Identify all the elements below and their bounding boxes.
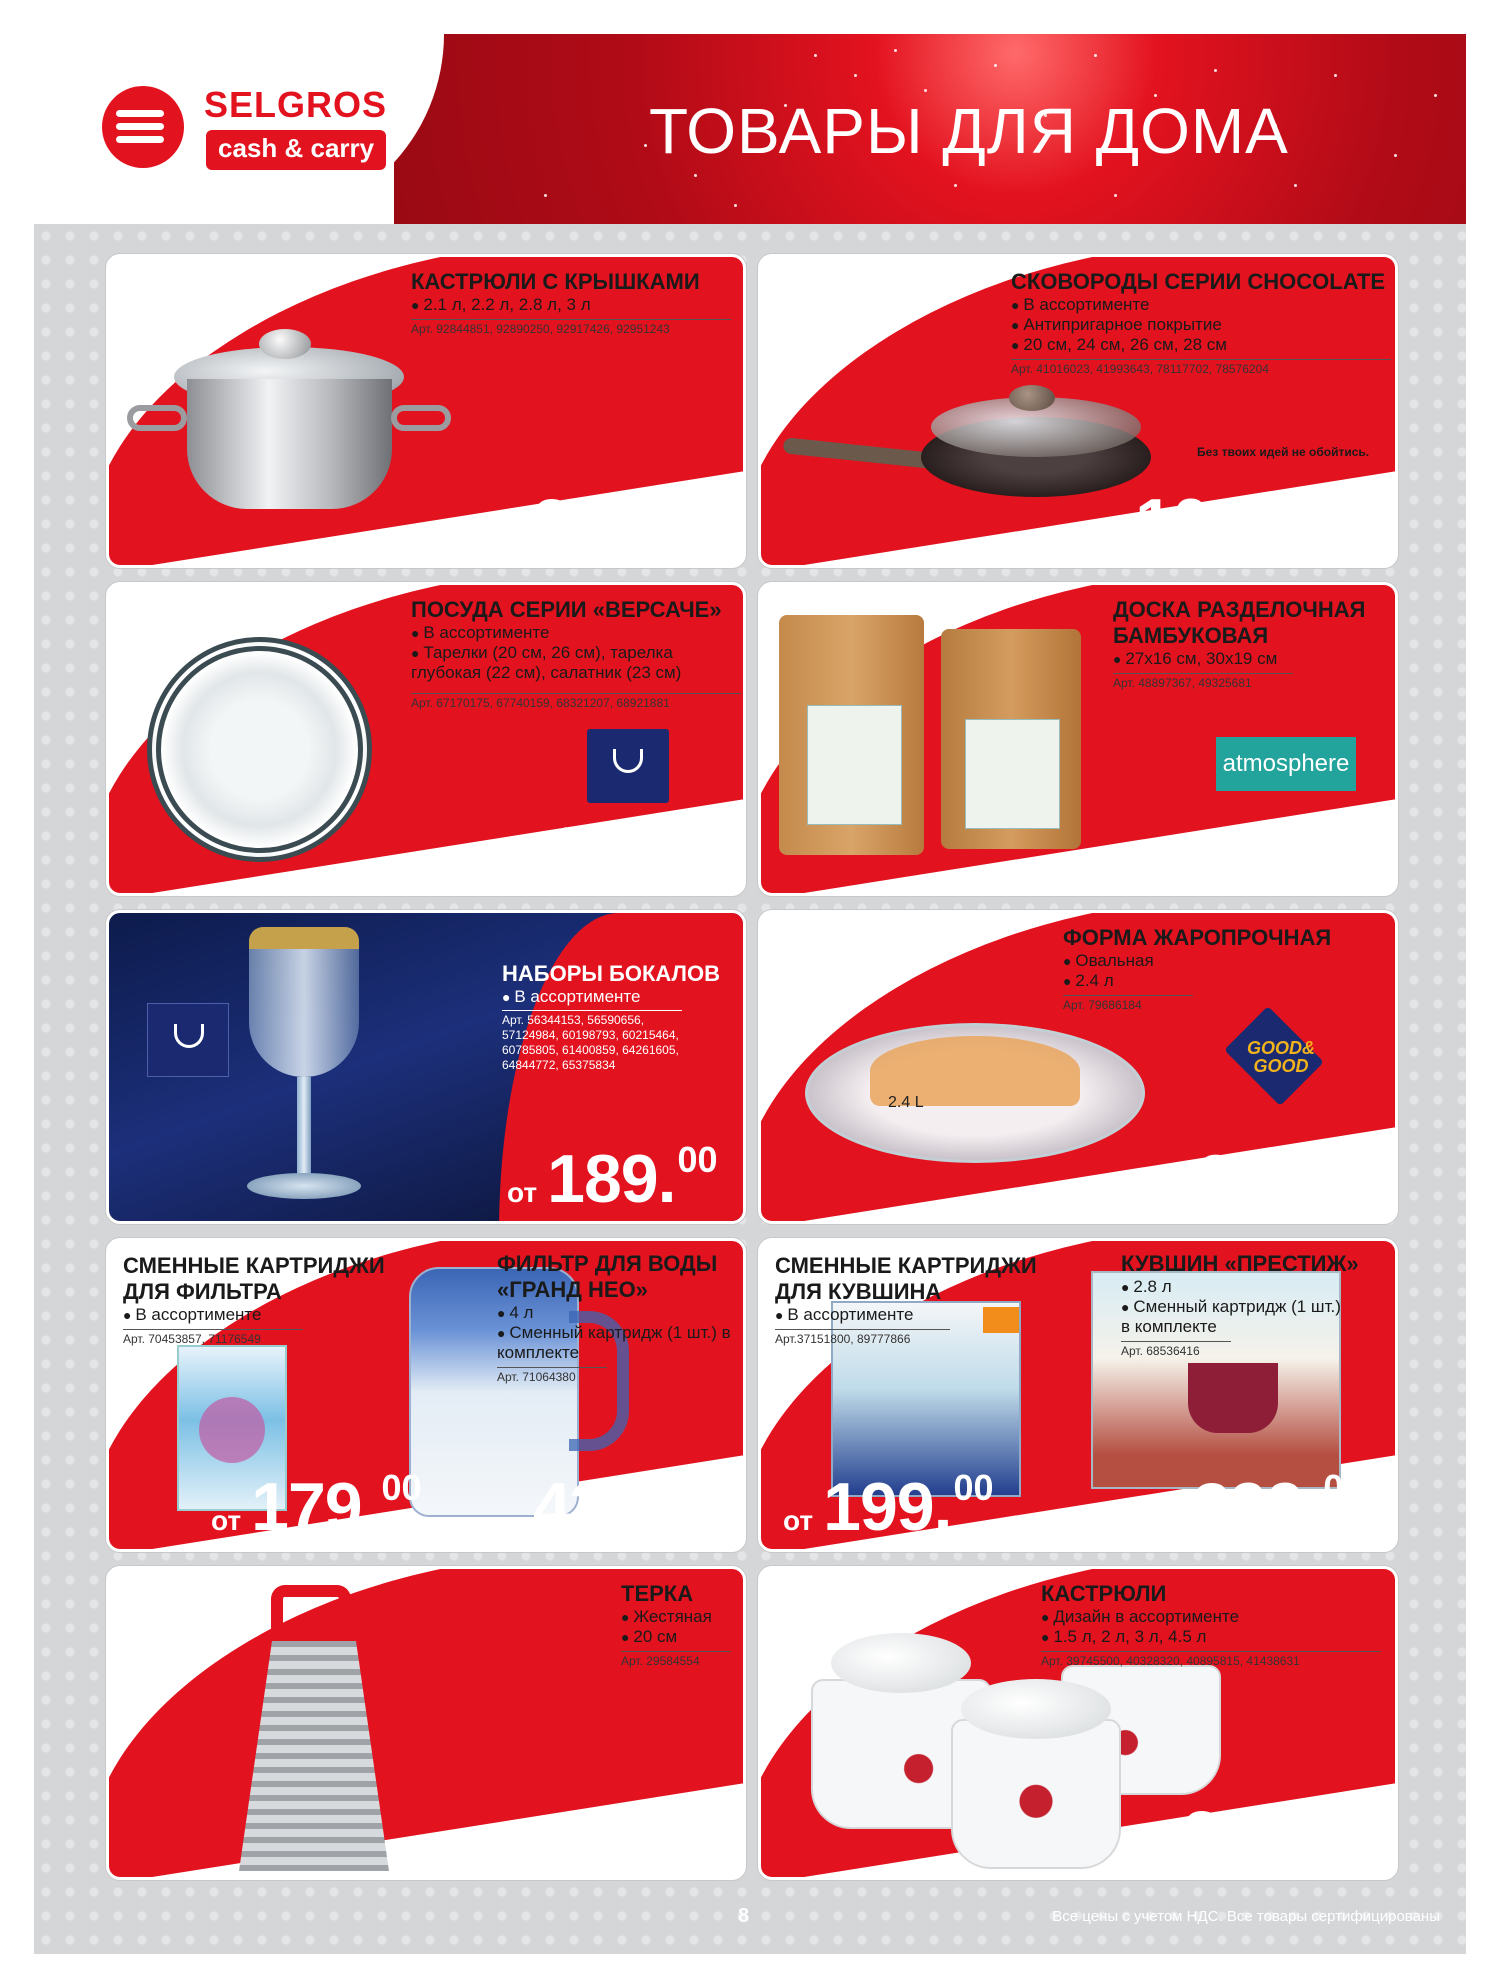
product-title: ПОСУДА СЕРИИ «ВЕРСАЧЕ» — [411, 597, 722, 622]
product-tile-jug-and-cartridges[interactable] — [758, 1238, 1398, 1552]
product-bullets: ● 2.1 л, 2.2 л, 2.8 л, 3 л — [411, 295, 731, 315]
brand-logo-emblem — [587, 729, 669, 803]
product-title-secondary: ФИЛЬТР ДЛЯ ВОДЫ «ГРАНД НЕО» — [497, 1251, 718, 1302]
article-numbers-secondary: Арт. 68536416 — [1121, 1341, 1231, 1359]
brand-slogan: Без твоих идей не обойтись. — [1197, 445, 1370, 459]
product-title: НАБОРЫ БОКАЛОВ — [502, 961, 720, 986]
article-numbers: Арт. 39745500, 40328320, 40895815, 41438631 — [1041, 1651, 1381, 1669]
board-image — [779, 615, 924, 855]
article-numbers: Арт. 48897367, 49325681 — [1113, 673, 1293, 691]
product-title: СКОВОРОДЫ СЕРИИ CHOCOLATE — [1011, 269, 1386, 294]
price: от 71.90 — [521, 811, 695, 889]
product-tile-bamboo-board[interactable] — [758, 582, 1398, 896]
product-bullets-secondary: ● 4 л ● Сменный картридж (1 шт.) в комплекте — [497, 1303, 746, 1363]
article-numbers: Арт. 56344153, 56590656, 57124984, 60198793, 60215464, 60785805, 61400859, 64261605, 64844772, 65375834 — [502, 1010, 682, 1073]
price: 49.90 — [585, 1795, 719, 1873]
footer-note: Все цены с учетом НДС. Все товары сертифицированы — [1052, 1908, 1440, 1925]
product-title: КАСТРЮЛИ С КРЫШКАМИ — [411, 269, 700, 294]
product-bullets: ● Дизайн в ассортименте ● 1.5 л, 2 л, 3 л, 4.5 л — [1041, 1607, 1381, 1647]
page-number: 8 — [738, 1905, 750, 1927]
plate-image — [147, 637, 372, 862]
brand-logo-tefal: Tefal — [1196, 398, 1302, 450]
product-title: ТЕРКА — [621, 1581, 694, 1606]
product-bullets: ● В ассортименте — [775, 1305, 955, 1325]
product-title: ДОСКА РАЗДЕЛОЧНАЯ БАМБУКОВАЯ — [1113, 597, 1366, 648]
brand-logo-good-good: GOOD& GOOD — [1246, 1038, 1315, 1076]
price: от 319.00 — [1143, 1795, 1354, 1873]
product-title: КАСТРЮЛИ — [1041, 1581, 1167, 1606]
board-image — [941, 629, 1081, 849]
enamel-pot-image — [951, 1719, 1121, 1869]
product-title-secondary: КУВШИН «ПРЕСТИЖ» — [1121, 1251, 1359, 1276]
product-tile-versace-dishes[interactable] — [106, 582, 746, 896]
product-tile-enamel-pots[interactable] — [758, 1566, 1398, 1880]
article-numbers: Арт. 41016023, 41993643, 78117702, 78576204 — [1011, 359, 1391, 377]
page-title: ТОВАРЫ ДЛЯ ДОМА — [649, 95, 1289, 167]
product-tile-pots-lids[interactable] — [106, 254, 746, 568]
brand-name: SELGROS — [204, 84, 388, 125]
brand-logo-miolla: miolla — [513, 387, 618, 431]
wine-glass-image — [249, 927, 359, 1077]
product-title: ФОРМА ЖАРОПРОЧНАЯ — [1063, 925, 1332, 950]
article-numbers: Арт.37151800, 89777866 — [775, 1329, 950, 1347]
product-bullets: ● 27x16 см, 30x19 см — [1113, 649, 1393, 669]
article-numbers: Арт. 92844851, 92890250, 92917426, 92951243 — [411, 319, 731, 337]
product-bullets: ● В ассортименте — [123, 1305, 323, 1325]
product-bullets: ● В ассортименте — [502, 987, 742, 1007]
product-bullets: ● Овальная ● 2.4 л — [1063, 951, 1393, 991]
price: от 339.00 — [493, 483, 704, 561]
price: от 199.00 — [783, 1467, 994, 1545]
article-numbers-secondary: Арт. 71064380 — [497, 1367, 607, 1385]
glass-baking-dish-image — [805, 1023, 1145, 1163]
price: 239.00 — [1197, 1139, 1368, 1217]
product-bullets: ● В ассортименте ● Тарелки (20 см, 26 см), тарелка глубокая (22 см), салатник (23 см) — [411, 623, 741, 683]
product-tile-baking-dish[interactable] — [758, 910, 1398, 1224]
price-secondary: 399.00 — [1193, 1467, 1364, 1545]
selgros-logo-icon — [102, 86, 184, 168]
article-numbers: Арт. 79686184 — [1063, 995, 1193, 1013]
pot-image — [187, 379, 392, 509]
price: от 179.00 — [211, 1467, 422, 1545]
price: от 1049.00 — [1095, 483, 1343, 561]
product-bullets-secondary: ● 2.8 л ● Сменный картридж (1 шт.) в комплекте — [1121, 1277, 1351, 1337]
header — [34, 34, 1466, 224]
product-tile-filter-and-cartridges[interactable] — [106, 1238, 746, 1552]
product-title: СМЕННЫЕ КАРТРИДЖИ ДЛЯ КУВШИНА — [775, 1253, 1037, 1304]
product-tile-grater[interactable] — [106, 1566, 746, 1880]
logo-area — [34, 34, 444, 224]
brand-logo-emblem — [147, 1003, 229, 1077]
product-bullets: ● В ассортименте ● Антипригарное покрытие ● 20 см, 24 см, 26 см, 28 см — [1011, 295, 1391, 355]
price: от 99.90 — [1181, 811, 1355, 889]
article-numbers: Арт. 67170175, 67740159, 68321207, 68921881 — [411, 693, 741, 711]
dish-size-label: 2.4 L — [888, 1094, 924, 1111]
product-bullets: ● Жестяная ● 20 см — [621, 1607, 741, 1647]
price: от 189.00 — [507, 1139, 718, 1217]
product-tile-pans-chocolate[interactable] — [758, 254, 1398, 568]
product-title: СМЕННЫЕ КАРТРИДЖИ ДЛЯ ФИЛЬТРА — [123, 1253, 385, 1304]
article-numbers: Арт. 70453857, 71176549 — [123, 1329, 303, 1347]
article-numbers: Арт. 29584554 — [621, 1651, 731, 1669]
product-tile-glass-sets[interactable] — [106, 910, 746, 1224]
brand-logo-atmosphere: atmosphere — [1216, 737, 1356, 791]
grater-handle-image — [271, 1585, 351, 1641]
price-secondary: 439.00 — [533, 1467, 704, 1545]
brand-tag: cash & carry — [206, 130, 386, 170]
